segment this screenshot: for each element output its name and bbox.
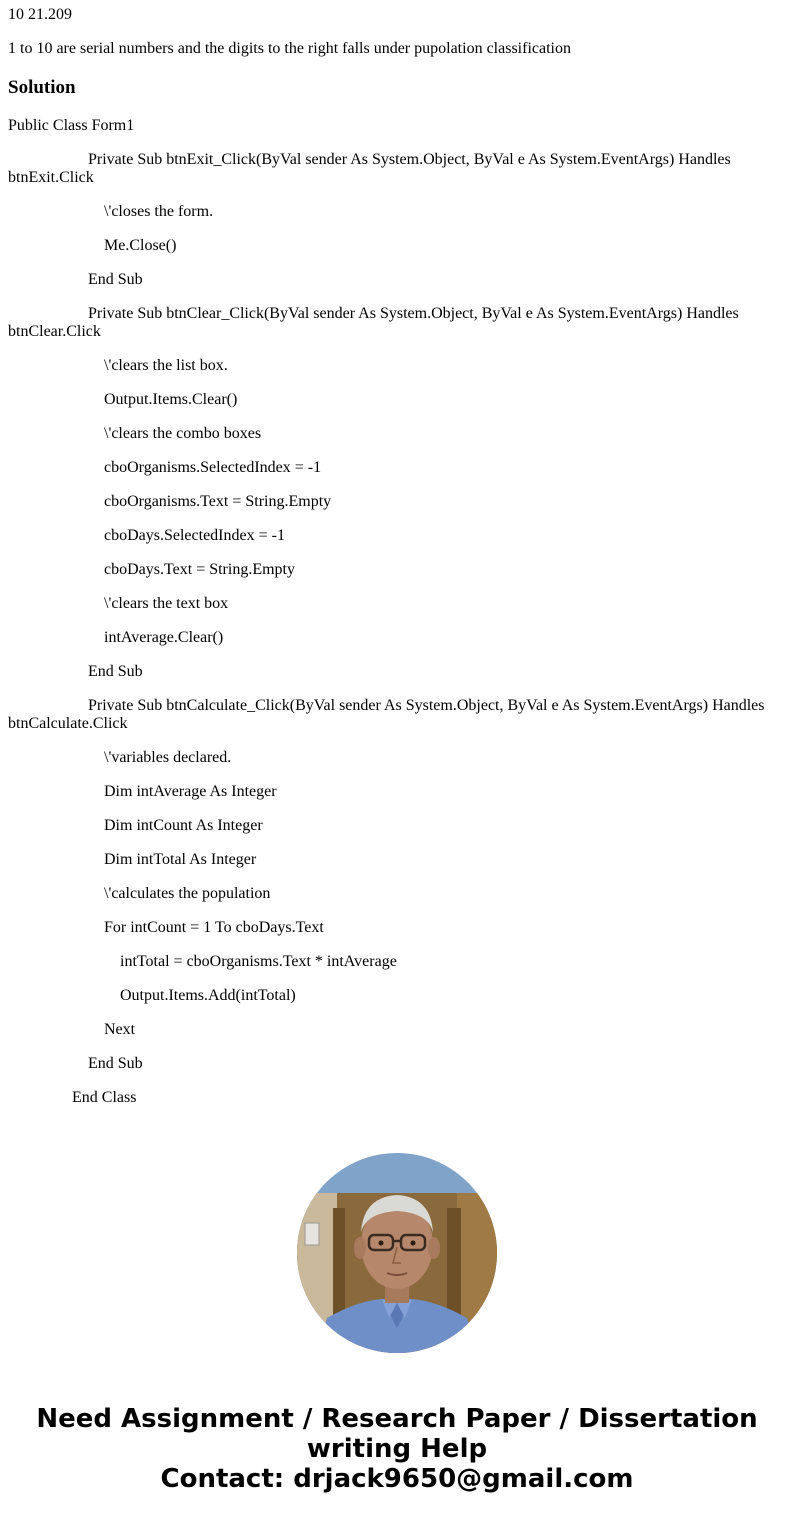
code-line-calculate-signature: Private Sub btnCalculate_Click(ByVal sender As System.Object, ByVal e As System.EventArgs) Handles btnCalculate.Click bbox=[8, 697, 765, 732]
code-line-end-sub: End Sub bbox=[88, 1055, 143, 1072]
code-line-total-assign: intTotal = cboOrganisms.Text * intAverage bbox=[120, 953, 397, 970]
code-line-exit-comment: \'closes the form. bbox=[104, 203, 214, 220]
code-line-class-close: End Class bbox=[72, 1089, 137, 1106]
banner-line-contact-email: Contact: drjack9650@gmail.com bbox=[160, 1464, 634, 1494]
code-line-organisms-index: cboOrganisms.SelectedIndex = -1 bbox=[104, 459, 322, 476]
solution-heading: Solution bbox=[8, 77, 76, 98]
code-line-output-add: Output.Items.Add(intTotal) bbox=[120, 987, 296, 1004]
code-line-days-index: cboDays.SelectedIndex = -1 bbox=[104, 527, 285, 544]
code-line-exit-close: Me.Close() bbox=[104, 237, 177, 254]
code-line-clear-list-comment: \'clears the list box. bbox=[104, 357, 228, 374]
code-line-clear-text-comment: \'clears the text box bbox=[104, 595, 229, 612]
code-line-organisms-text: cboOrganisms.Text = String.Empty bbox=[104, 493, 332, 510]
code-line-population-comment: \'calculates the population bbox=[104, 885, 271, 902]
code-line-dim-count: Dim intCount As Integer bbox=[104, 817, 263, 834]
banner-line-assignment: Need Assignment / Research Paper / Dissertation bbox=[36, 1404, 758, 1434]
code-line-end-sub: End Sub bbox=[88, 663, 143, 680]
code-line-end-sub: End Sub bbox=[88, 271, 143, 288]
intro-text: 1 to 10 are serial numbers and the digits to the right falls under pupolation classification bbox=[8, 40, 571, 57]
banner-line-writing-help: writing Help bbox=[306, 1434, 488, 1464]
code-line-days-text: cboDays.Text = String.Empty bbox=[104, 561, 295, 578]
contact-banner bbox=[0, 1404, 794, 1494]
code-block bbox=[8, 117, 786, 1123]
code-line-for-loop: For intCount = 1 To cboDays.Text bbox=[104, 919, 324, 936]
author-photo bbox=[297, 1153, 497, 1353]
code-line-clear-combo-comment: \'clears the combo boxes bbox=[104, 425, 262, 442]
top-value: 10 21.209 bbox=[8, 6, 72, 23]
code-line-dim-total: Dim intTotal As Integer bbox=[104, 851, 257, 868]
code-line-variables-comment: \'variables declared. bbox=[104, 749, 232, 766]
code-line-output-clear: Output.Items.Clear() bbox=[104, 391, 238, 408]
code-line-dim-average: Dim intAverage As Integer bbox=[104, 783, 277, 800]
code-line-exit-signature: Private Sub btnExit_Click(ByVal sender As System.Object, ByVal e As System.EventArgs) Handles btnExit.Click bbox=[8, 151, 731, 186]
code-line-average-clear: intAverage.Clear() bbox=[104, 629, 224, 646]
author-portrait-image bbox=[297, 1153, 497, 1353]
code-line-class-open: Public Class Form1 bbox=[8, 117, 135, 134]
code-line-next: Next bbox=[104, 1021, 136, 1038]
code-line-clear-signature: Private Sub btnClear_Click(ByVal sender As System.Object, ByVal e As System.EventArgs) Handles btnClear.Click bbox=[8, 305, 739, 340]
